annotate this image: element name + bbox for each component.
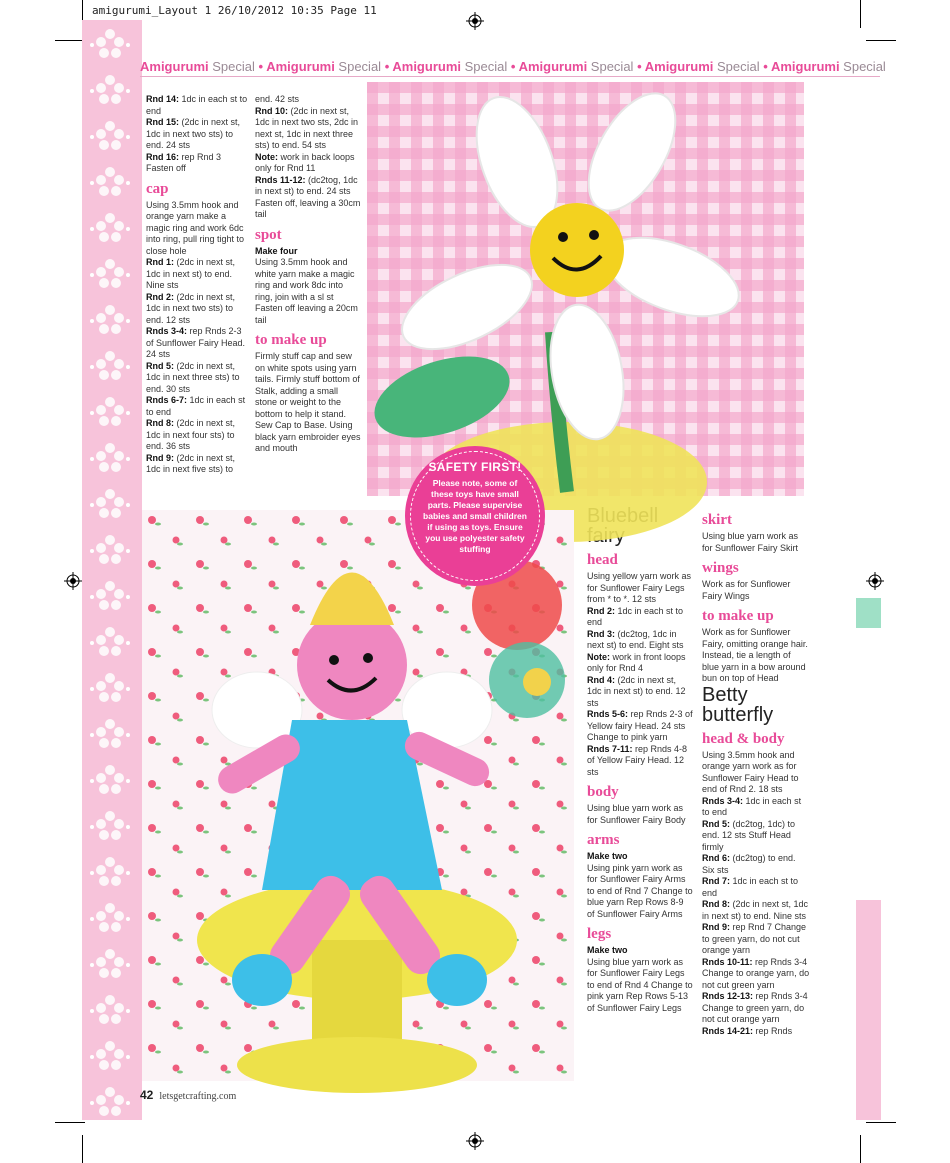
round-text: rep Rnds 2-3 of Yellow fairy Head. 24 sts Change to pink yarn bbox=[587, 709, 693, 742]
lace-flower-icon bbox=[88, 68, 132, 114]
round-instruction bbox=[146, 453, 248, 476]
lace-flower-icon bbox=[88, 252, 132, 298]
round-instruction bbox=[702, 876, 810, 899]
lace-flower-icon bbox=[88, 344, 132, 390]
round-label: Rnds 14-21: bbox=[702, 1025, 754, 1036]
header-word-bold: Amigurumi bbox=[392, 59, 461, 74]
lace-flower-icon bbox=[88, 482, 132, 528]
round-label: Rnd 16: bbox=[146, 151, 180, 162]
header-word-light: Special bbox=[461, 59, 511, 74]
registration-mark-icon bbox=[466, 12, 484, 30]
round-text: 1dc in each st to end bbox=[587, 605, 684, 627]
section-heading: cap bbox=[146, 180, 169, 197]
bluebell-fairy-photo bbox=[142, 510, 574, 1081]
pattern-title: Betty butterfly bbox=[702, 683, 774, 726]
instruction-line bbox=[587, 945, 693, 957]
round-instruction bbox=[146, 152, 248, 175]
footer-site[interactable]: letsgetcrafting.com bbox=[159, 1091, 237, 1102]
round-instruction bbox=[587, 709, 693, 744]
round-text: 1dc in each st to end bbox=[146, 395, 246, 417]
round-text: rep Rnds 3-4 Change to green yarn, do not cut orange yarn bbox=[702, 991, 808, 1024]
header-word-bold: Amigurumi bbox=[644, 59, 714, 74]
instruction-text: Using blue yarn work as for Sunflower Fairy Legs to end of Rnd 4 Change to pink yarn Rep Rows 5-13 of Sunflower Fairy Legs bbox=[587, 956, 693, 1013]
instruction-text: Using blue yarn work as for Sunflower Fairy Body bbox=[587, 803, 686, 825]
make-count: Make two bbox=[587, 945, 628, 955]
header-separator: • bbox=[637, 59, 645, 74]
round-instruction bbox=[255, 175, 361, 221]
header-word-light: Special bbox=[587, 59, 638, 74]
registration-mark-icon bbox=[466, 1132, 484, 1150]
round-text: (dc2tog) to end. Six sts bbox=[702, 853, 796, 875]
section-header bbox=[140, 58, 886, 77]
section-heading: to make up bbox=[255, 332, 327, 348]
round-label: Note: bbox=[255, 151, 278, 162]
lace-flower-icon bbox=[88, 114, 132, 160]
round-instruction bbox=[702, 991, 810, 1026]
round-label: Rnd 5: bbox=[702, 818, 730, 829]
lace-flower-icon bbox=[88, 436, 132, 482]
round-label: Rnd 7: bbox=[702, 876, 730, 886]
round-label: Note: bbox=[587, 651, 610, 662]
crop-mark bbox=[55, 40, 85, 41]
round-instruction bbox=[702, 957, 810, 992]
registration-mark-icon bbox=[866, 572, 884, 590]
lace-flower-icon bbox=[88, 574, 132, 620]
round-instruction bbox=[587, 675, 693, 710]
header-separator: • bbox=[384, 59, 393, 74]
round-label: Rnd 5: bbox=[146, 360, 174, 371]
round-label: Rnd 2: bbox=[146, 291, 174, 302]
instruction-text: end. 42 sts bbox=[255, 94, 300, 104]
instruction-text: Using blue yarn work as for Sunflower Fairy Skirt bbox=[702, 531, 799, 553]
header-word-light: Special bbox=[839, 59, 886, 74]
round-instruction bbox=[702, 899, 810, 922]
section-heading: spot bbox=[255, 226, 282, 243]
section-heading: body bbox=[587, 784, 619, 800]
round-text: (2dc in next st, 1dc in next st) to end. Nine sts bbox=[702, 899, 809, 921]
round-text: (2dc in next st, 1dc in next two sts) to end. 24 sts bbox=[146, 117, 241, 150]
section-heading: wings bbox=[702, 560, 739, 576]
lace-flower-icon bbox=[88, 1034, 132, 1080]
section-heading: legs bbox=[587, 926, 612, 942]
round-instruction bbox=[702, 1026, 810, 1038]
lace-flower-icon bbox=[88, 1080, 132, 1126]
section-heading: arms bbox=[587, 832, 620, 848]
lace-flower-icon bbox=[88, 896, 132, 942]
round-label: Rnds 10-11: bbox=[702, 956, 753, 967]
lace-flower-icon bbox=[88, 390, 132, 436]
round-text: (2dc in next st, 1dc in next two sts, 2dc in next st, 1dc in next three sts) to end. 54 sts bbox=[255, 105, 359, 150]
round-label: Rnds 3-4: bbox=[146, 326, 188, 336]
header-word-light: Special bbox=[334, 59, 385, 74]
badge-body: Please note, some of these toys have small parts. Please supervise babies and small children if using as toys. Ensure you use polyester safety stuffing bbox=[423, 478, 527, 554]
make-count: Make two bbox=[587, 851, 628, 861]
crop-mark bbox=[866, 1122, 896, 1123]
round-text: (2dc in next st, 1dc in next four sts) to end. 36 sts bbox=[146, 418, 236, 451]
round-label: Rnd 8: bbox=[146, 418, 174, 428]
section-heading: skirt bbox=[702, 512, 732, 528]
round-instruction bbox=[146, 257, 248, 292]
lace-flower-icon bbox=[88, 988, 132, 1034]
round-text: rep Rnds 4-8 of Yellow Fairy Head. 12 sts bbox=[587, 743, 688, 777]
section-heading: head & body bbox=[702, 730, 785, 747]
instruction-line bbox=[587, 851, 693, 863]
round-text: 1dc in each st to end bbox=[702, 876, 799, 898]
round-text: (2dc in next st, 1dc in next two sts) to end. 12 sts bbox=[146, 291, 236, 325]
header-word-bold: Amigurumi bbox=[140, 59, 209, 74]
round-text: work in front loops only for Rnd 4 bbox=[587, 651, 686, 673]
round-text: (dc2tog, 1dc in next st) to end. 24 sts Fasten off, leaving a 30cm tail bbox=[255, 174, 361, 219]
page-footer bbox=[140, 1088, 236, 1102]
round-label: Rnds 5-6: bbox=[587, 709, 629, 719]
round-label: Rnd 6: bbox=[702, 853, 730, 863]
round-label: Rnd 2: bbox=[587, 605, 615, 616]
round-instruction bbox=[146, 395, 248, 418]
round-instruction bbox=[702, 922, 810, 957]
text-column-4 bbox=[702, 506, 810, 1037]
round-instruction bbox=[146, 361, 248, 396]
round-text: (2dc in next st, 1dc in next three sts) to end. 30 sts bbox=[146, 360, 240, 394]
round-label: Rnd 8: bbox=[702, 899, 730, 909]
lace-flower-icon bbox=[88, 620, 132, 666]
header-word-bold: Amigurumi bbox=[770, 59, 840, 74]
round-text: 1dc in each st to end bbox=[146, 94, 248, 116]
round-text: rep Rnds 2-3 of Sunflower Fairy Head. 24 sts bbox=[146, 326, 246, 359]
instruction-text: Using yellow yarn work as for Sunflower Fairy Legs from * to *. 12 sts bbox=[587, 571, 692, 604]
round-text: (dc2tog, 1dc in next st) to end. Eight sts bbox=[587, 628, 684, 650]
instruction-text: Using 3.5mm hook and orange yarn work as for Sunflower Fairy Head to end of Rnd 2. 18 sts bbox=[702, 749, 799, 794]
lace-flower-icon bbox=[88, 712, 132, 758]
right-pink-edge bbox=[856, 900, 881, 1120]
round-label: Rnds 11-12: bbox=[255, 174, 306, 185]
round-label: Rnds 7-11: bbox=[587, 743, 633, 754]
round-instruction bbox=[146, 117, 248, 152]
section-heading: head bbox=[587, 552, 618, 568]
page-number: 42 bbox=[140, 1088, 154, 1102]
round-label: Rnds 6-7: bbox=[146, 395, 188, 405]
round-text: (2dc in next st, 1dc in next st) to end. Nine sts bbox=[146, 257, 236, 290]
crop-mark bbox=[82, 1135, 83, 1163]
badge-title: SAFETY FIRST! bbox=[428, 460, 522, 474]
instruction-line bbox=[255, 246, 361, 258]
round-text: rep Rnds 3-4 Change to orange yarn, do not cut green yarn bbox=[702, 956, 810, 990]
round-label: Rnd 1: bbox=[146, 257, 174, 267]
right-pink-edge bbox=[856, 598, 881, 628]
round-text: rep Rnd 7 Change to green yarn, do not cut orange yarn bbox=[702, 922, 807, 955]
round-text: work in back loops only for Rnd 11 bbox=[255, 151, 355, 173]
round-instruction bbox=[146, 94, 248, 117]
instruction-text: Firmly stuff cap and sew on white spots using yarn tails. Firmly stuff bottom of Stalk, adding a small stone or weight to the bottom to help it stand. Sew Cap to Base. Using black yarn embroider eyes and mouth bbox=[255, 351, 361, 453]
lace-flower-icon bbox=[88, 528, 132, 574]
lace-flower-icon bbox=[88, 942, 132, 988]
round-text: (2dc in next st, 1dc in next five sts) to bbox=[146, 452, 236, 474]
crop-mark bbox=[860, 1135, 861, 1163]
round-label: Rnd 9: bbox=[702, 922, 730, 932]
round-label: Rnd 15: bbox=[146, 117, 180, 127]
text-column-2 bbox=[255, 94, 361, 455]
round-text: rep Rnds bbox=[755, 1025, 793, 1036]
round-instruction bbox=[146, 418, 248, 453]
round-instruction bbox=[702, 796, 810, 819]
safety-first-badge bbox=[405, 446, 545, 586]
daisy-flower-photo bbox=[367, 82, 804, 496]
text-column-1 bbox=[146, 94, 248, 476]
round-instruction bbox=[702, 819, 810, 854]
instruction-text: Using 3.5mm hook and white yarn make a magic ring and work 8dc into ring, join with a sl st Fasten off leaving a 20cm tail bbox=[255, 257, 358, 325]
round-instruction bbox=[587, 652, 693, 675]
round-text: (2dc in next st, 1dc in next st) to end. 12 sts bbox=[587, 674, 686, 708]
round-label: Rnd 3: bbox=[587, 628, 615, 639]
round-instruction bbox=[587, 744, 693, 779]
section-heading: to make up bbox=[702, 608, 774, 624]
round-instruction bbox=[146, 292, 248, 327]
round-instruction bbox=[146, 326, 248, 361]
header-word-bold: Amigurumi bbox=[266, 59, 335, 74]
round-label: Rnd 14: bbox=[146, 94, 180, 104]
round-instruction bbox=[702, 853, 810, 876]
crop-mark bbox=[55, 1122, 85, 1123]
lace-flower-icon bbox=[88, 666, 132, 712]
text-column-3 bbox=[587, 506, 693, 1014]
print-slug: amigurumi_Layout 1 26/10/2012 10:35 Page 11 bbox=[92, 4, 377, 17]
round-instruction bbox=[255, 152, 361, 175]
crop-mark bbox=[866, 40, 896, 41]
lace-flower-icon bbox=[88, 206, 132, 252]
round-label: Rnds 12-13: bbox=[702, 991, 754, 1001]
round-text: rep Rnd 3 Fasten off bbox=[146, 151, 222, 173]
lace-flower-icon bbox=[88, 160, 132, 206]
make-count: Make four bbox=[255, 245, 298, 256]
lace-flower-icon bbox=[88, 804, 132, 850]
header-word-bold: Amigurumi bbox=[518, 59, 588, 74]
instruction-text: Using pink yarn work as for Sunflower Fairy Arms to end of Rnd 7 Change to blue yarn Rep Rows 8-9 of Sunflower Fairy Arms bbox=[587, 862, 693, 919]
instruction-text: Work as for Sunflower Fairy, omitting orange hair. Instead, tie a length of blue yarn in a bow around bun on top of Head bbox=[702, 627, 808, 683]
round-text: (dc2tog, 1dc) to end. 12 sts Stuff Head firmly bbox=[702, 818, 796, 852]
round-label: Rnd 9: bbox=[146, 452, 174, 463]
instruction-text: Using 3.5mm hook and orange yarn make a magic ring and work 6dc into ring, pull ring tight to close hole bbox=[146, 199, 245, 256]
crop-mark bbox=[860, 0, 861, 28]
header-word-light: Special bbox=[713, 59, 764, 74]
header-separator: • bbox=[763, 59, 771, 74]
round-label: Rnd 10: bbox=[255, 105, 289, 116]
instruction-text: Work as for Sunflower Fairy Wings bbox=[702, 579, 791, 601]
lace-flower-icon bbox=[88, 298, 132, 344]
round-instruction bbox=[255, 106, 361, 152]
header-separator: • bbox=[258, 59, 267, 74]
registration-mark-icon bbox=[64, 572, 82, 590]
lace-flower-icon bbox=[88, 758, 132, 804]
lace-flower-icon bbox=[88, 22, 132, 68]
header-separator: • bbox=[510, 59, 519, 74]
header-word-light: Special bbox=[208, 59, 259, 74]
round-instruction bbox=[587, 629, 693, 652]
round-text: 1dc in each st to end bbox=[702, 795, 802, 817]
lace-flower-icon bbox=[88, 850, 132, 896]
round-instruction bbox=[587, 606, 693, 629]
round-label: Rnds 3-4: bbox=[702, 795, 744, 806]
round-label: Rnd 4: bbox=[587, 674, 615, 685]
